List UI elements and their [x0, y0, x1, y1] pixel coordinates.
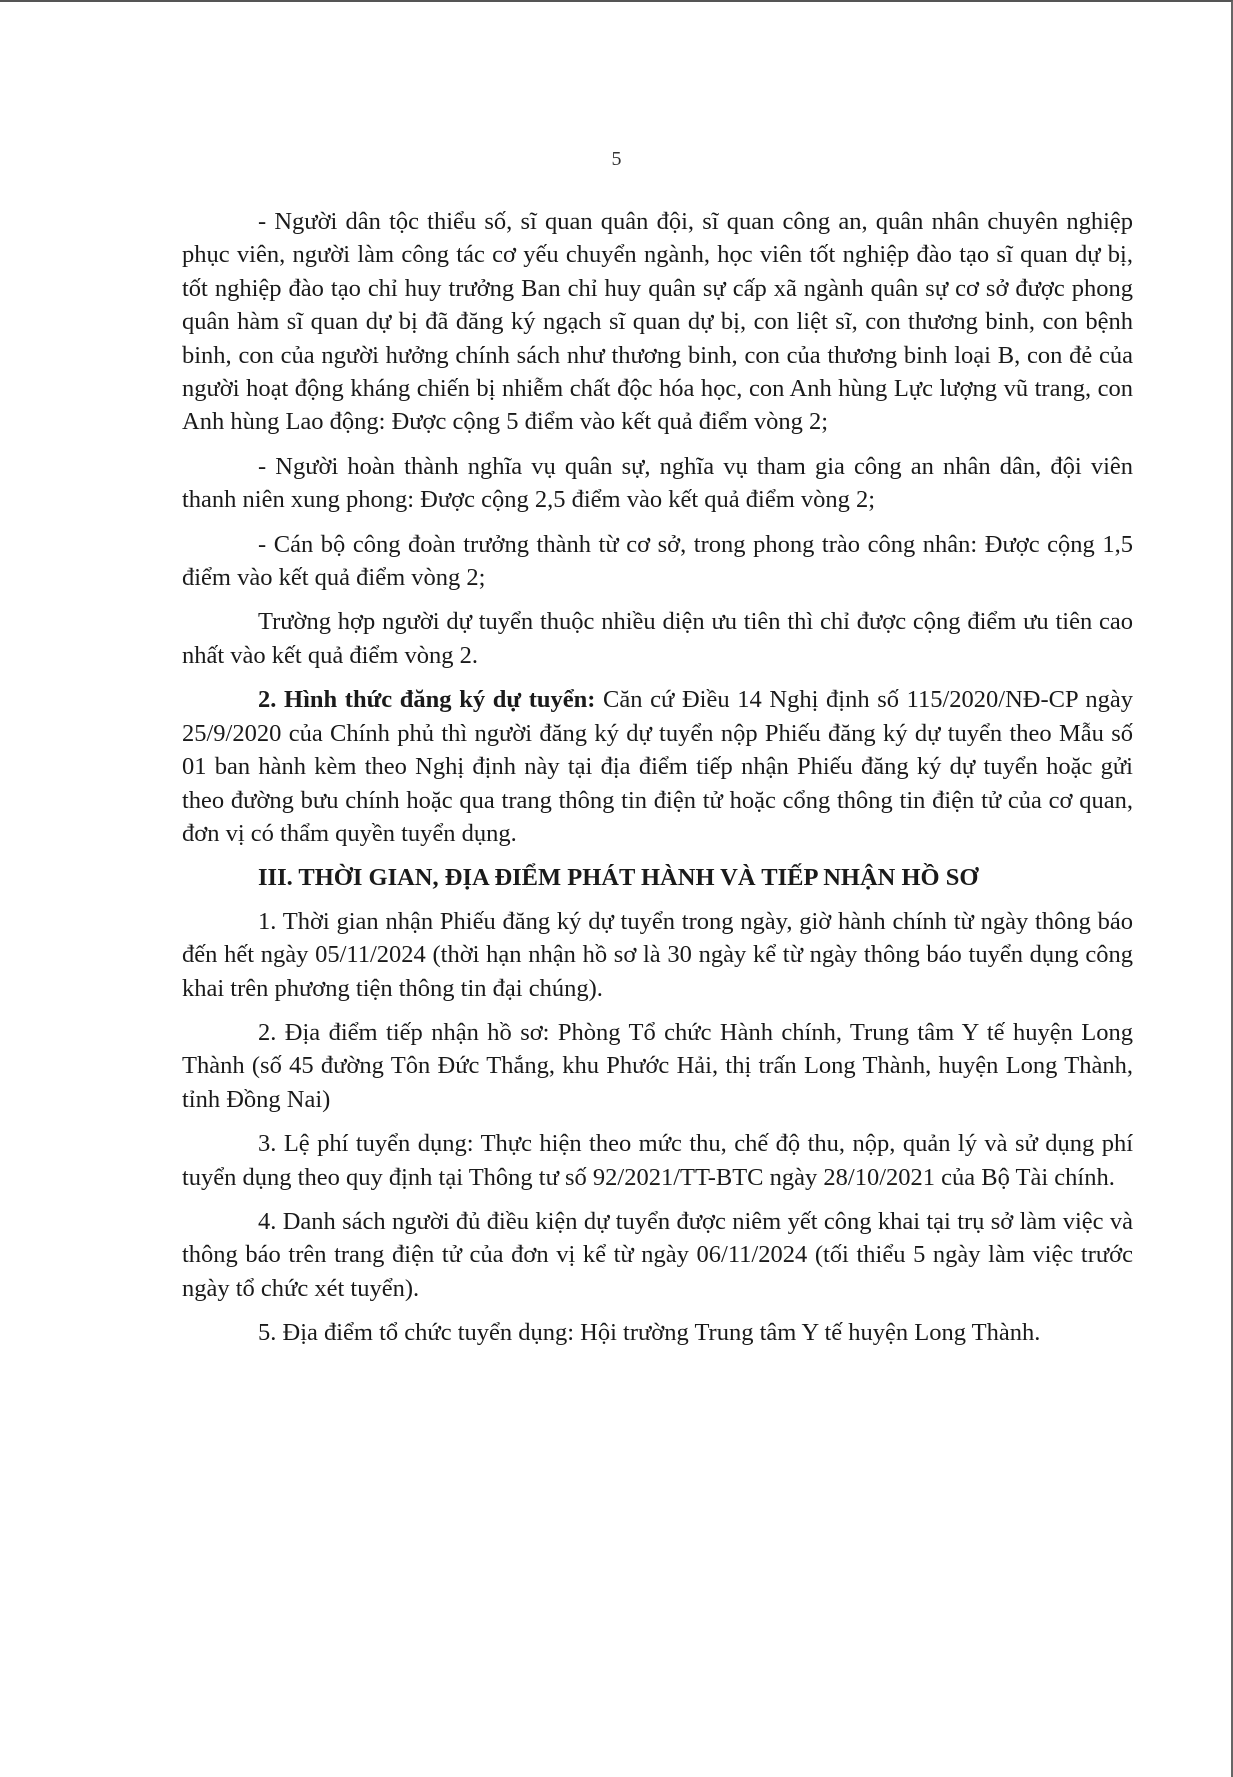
registration-form-paragraph [182, 683, 1133, 850]
document-body [182, 205, 1133, 1361]
registration-form-text: Căn cứ Điều 14 Nghị định số 115/2020/NĐ-CP ngày 25/9/2020 của Chính phủ thì người đăng ký dự tuyển nộp Phiếu đăng ký dự tuyển theo Mẫu số 01 ban hành kèm theo Nghị định này tại địa điểm tiếp nhận Phiếu đăng ký dự tuyển hoặc gửi theo đường bưu chính hoặc qua trang thông tin điện tử hoặc cổng thông tin điện tử của cơ quan, đơn vị có thẩm quyền tuyển dụng. [182, 686, 1133, 847]
item-1-receiving-time: 1. Thời gian nhận Phiếu đăng ký dự tuyển trong ngày, giờ hành chính từ ngày thông báo đến hết ngày 05/11/2024 (thời hạn nhận hồ sơ là 30 ngày kể từ ngày thông báo tuyển dụng công khai trên phương tiện thông tin đại chúng). [182, 907, 1133, 1002]
item-4-eligible-list: 4. Danh sách người đủ điều kiện dự tuyển được niêm yết công khai tại trụ sở làm việc và thông báo trên trang điện tử của đơn vị kể từ ngày 06/11/2024 (tối thiểu 5 ngày làm việc trước ngày tổ chức xét tuyển). [182, 1207, 1133, 1302]
page-number: 5 [611, 148, 622, 170]
item-3-recruitment-fee: 3. Lệ phí tuyển dụng: Thực hiện theo mức thu, chế độ thu, nộp, quản lý và sử dụng phí tuyển dụng theo quy định tại Thông tư số 92/2021/TT-BTC ngày 28/10/2021 của Bộ Tài chính. [182, 1130, 1133, 1191]
priority-paragraph-2-5-points: - Người hoàn thành nghĩa vụ quân sự, nghĩa vụ tham gia công an nhân dân, đội viên thanh niên xung phong: Được cộng 2,5 điểm vào kết quả điểm vòng 2; [182, 452, 1133, 514]
registration-form-lead: 2. Hình thức đăng ký dự tuyển: [258, 686, 596, 714]
priority-paragraph-5-points: - Người dân tộc thiểu số, sĩ quan quân đội, sĩ quan công an, quân nhân chuyên nghiệp phục viên, người làm công tác cơ yếu chuyển ngành, học viên tốt nghiệp đào tạo sĩ quan dự bị, tốt nghiệp đào tạo chỉ huy trưởng Ban chỉ huy quân sự cấp xã ngành quân sự cơ sở được phong quân hàm sĩ quan dự bị đã đăng ký ngạch sĩ quan dự bị, con liệt sĩ, con thương binh, con bệnh binh, con của người hưởng chính sách như thương binh, con của thương binh loại B, con đẻ của người hoạt động kháng chiến bị nhiễm chất độc hóa học, con Anh hùng Lực lượng vũ trang, con Anh hùng Lao động: Được cộng 5 điểm vào kết quả điểm vòng 2; [182, 208, 1133, 436]
item-2-receiving-location: 2. Địa điểm tiếp nhận hồ sơ: Phòng Tổ chức Hành chính, Trung tâm Y tế huyện Long Thành (số 45 đường Tôn Đức Thắng, khu Phước Hải, thị trấn Long Thành, huyện Long Thành, tỉnh Đồng Nai) [182, 1018, 1133, 1113]
item-5-recruitment-venue: 5. Địa điểm tổ chức tuyển dụng: Hội trường Trung tâm Y tế huyện Long Thành. [258, 1319, 1041, 1347]
priority-paragraph-1-5-points: - Cán bộ công đoàn trưởng thành từ cơ sở, trong phong trào công nhân: Được cộng 1,5 điểm vào kết quả điểm vòng 2; [182, 530, 1133, 592]
priority-multiple-note: Trường hợp người dự tuyển thuộc nhiều diện ưu tiên thì chỉ được cộng điểm ưu tiên cao nhất vào kết quả điểm vòng 2. [182, 608, 1133, 669]
section-heading-iii: III. THỜI GIAN, ĐỊA ĐIỂM PHÁT HÀNH VÀ TIẾP NHẬN HỒ SƠ [258, 864, 979, 892]
